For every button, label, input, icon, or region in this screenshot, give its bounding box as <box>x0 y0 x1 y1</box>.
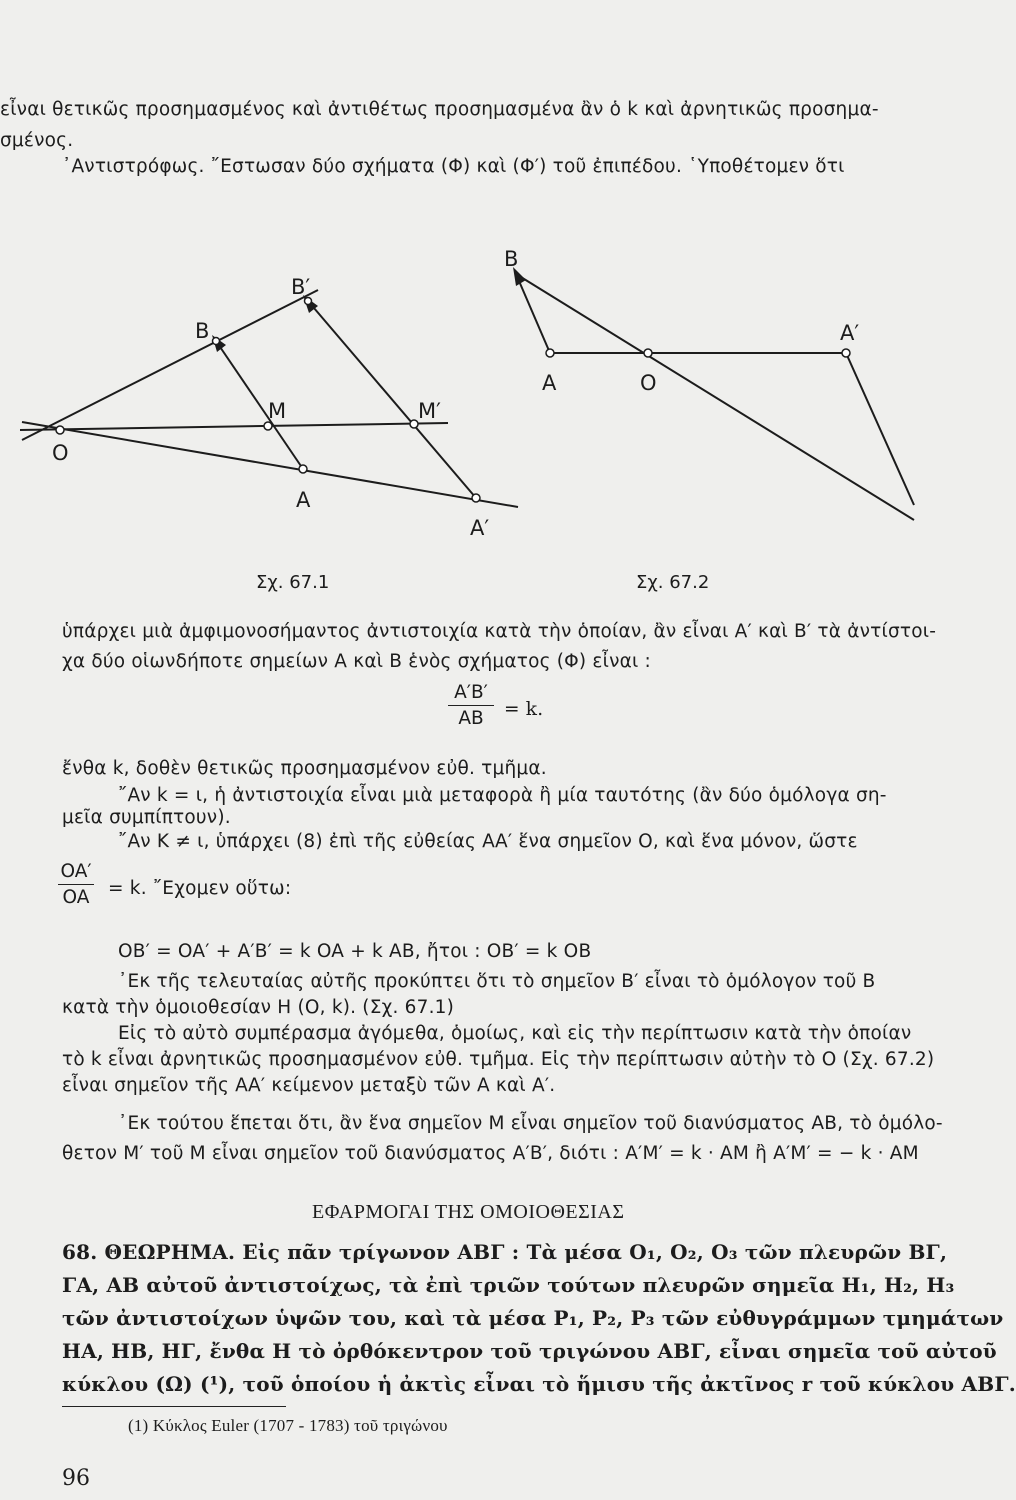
point-o <box>56 426 64 434</box>
text-line: σμένος. <box>0 130 74 151</box>
fraction-numerator: A′B′ <box>454 682 488 703</box>
label-a2: A′ <box>840 321 860 345</box>
segment-ba <box>516 274 550 353</box>
label-b2: B′ <box>291 275 311 299</box>
fraction-bar <box>448 705 494 706</box>
label-a: A <box>542 371 557 395</box>
text-line: χα δύο οἱωνδήποτε σημείων Α καὶ Β ἑνὸς σχήματος (Φ) εἶναι : <box>62 651 651 672</box>
section-title: ΕΦΑΡΜΟΓΑΙ ΤΗΣ ΟΜΟΙΟΘΕΣΙΑΣ <box>312 1201 625 1223</box>
text-line: ῎Αν Κ ≠ ι, ὑπάρχει (8) ἐπὶ τῆς εὐθείας ΑΑ′ ἕνα σημεῖον Ο, καὶ ἕνα μόνον, ὥστε <box>118 831 858 852</box>
page-number: 96 <box>62 1466 90 1491</box>
text-line: ᾽Εκ τῆς τελευταίας αὐτῆς προκύπτει ὅτι τὸ σημεῖον Β′ εἶναι τὸ ὁμόλογον τοῦ Β <box>118 971 876 992</box>
label-b: B <box>195 319 210 343</box>
text-line: εἶναι σημεῖον τῆς ΑΑ′ κείμενον μεταξὺ τῶν Α καὶ Α′. <box>62 1075 556 1096</box>
text-line: Εἰς τὸ αὐτὸ συμπέρασμα ἀγόμεθα, ὁμοίως, καὶ εἰς τὴν περίπτωσιν κατὰ τὴν ὁποίαν <box>118 1023 912 1044</box>
theorem-line: ΗΑ, ΗΒ, ΗΓ, ἔνθα Η τὸ ὀρθόκεντρον τοῦ τριγώνου ΑΒΓ, εἶναι σημεῖα τοῦ αὐτοῦ <box>62 1339 997 1363</box>
footnote-rule <box>62 1406 286 1407</box>
fraction-oa2-oa <box>58 861 94 908</box>
point-m <box>264 422 272 430</box>
text-line: ὑπάρχει μιὰ ἀμφιμονοσήμαντος ἀντιστοιχία κατὰ τὴν ὁποίαν, ἂν εἶναι Α′ καὶ Β′ τὰ ἀντίστοι- <box>62 621 937 642</box>
text-line: εἶναι θετικῶς προσημασμένος καὶ ἀντιθέτως προσημασμένα ἂν ὁ k καὶ ἀρνητικῶς προσημα- <box>0 99 879 120</box>
point-m2 <box>410 420 418 428</box>
ray-oa <box>22 422 518 507</box>
segment-ab <box>216 341 303 469</box>
theorem-line: ΓΑ, ΑΒ αὐτοῦ ἀντιστοίχως, τὰ ἐπὶ τριῶν τούτων πλευρῶν σημεῖα Η₁, Η₂, Η₃ <box>62 1273 955 1297</box>
text-line: ἔνθα k, δοθὲν θετικῶς προσημασμένον εὐθ. τμῆμα. <box>62 758 547 779</box>
theorem-line: κύκλου (Ω) (¹), τοῦ ὁποίου ἡ ἀκτὶς εἶναι τὸ ἥμισυ τῆς ἀκτῖνος r τοῦ κύκλου ΑΒΓ. <box>62 1372 1016 1396</box>
fraction-denominator: OA <box>62 887 90 908</box>
text-line: = k. ῎Εχομεν οὕτω: <box>108 878 292 899</box>
figure-caption: Σχ. 67.1 <box>256 572 330 593</box>
equation-rhs: = k. <box>504 699 544 720</box>
fraction-numerator: OA′ <box>60 861 92 882</box>
fraction-a2b2-ab <box>448 682 494 729</box>
point-b <box>213 338 220 345</box>
fraction-bar <box>58 884 94 885</box>
label-o: O <box>640 371 657 395</box>
fraction-denominator: AB <box>458 708 484 729</box>
theorem-line: τῶν ἀντιστοίχων ὑψῶν του, καὶ τὰ μέσα Ρ₁, Ρ₂, Ρ₃ τῶν εὐθυγράμμων τμημάτων <box>62 1306 1004 1330</box>
text-line: ᾽Εκ τούτου ἕπεται ὅτι, ἂν ἕνα σημεῖον Μ εἶναι σημεῖον τοῦ διανύσματος AB, τὸ ὁμόλο- <box>118 1113 943 1134</box>
figure-caption: Σχ. 67.2 <box>636 572 710 593</box>
text-line: ῎Αν k = ι, ἡ ἀντιστοιχία εἶναι μιὰ μεταφορὰ ἢ μία ταυτότης (ἂν δύο ὁμόλογα ση- <box>118 785 887 806</box>
point-a2 <box>842 349 850 357</box>
text-line: τὸ k εἶναι ἀρνητικῶς προσημασμένον εὐθ. τμῆμα. Εἰς τὴν περίπτωσιν αὐτὴν τὸ Ο (Σχ. 67.2) <box>62 1049 935 1070</box>
label-m: M <box>268 399 287 423</box>
label-b: B <box>504 247 519 271</box>
line-om <box>20 423 448 430</box>
vector-equation: OB′ = OA′ + A′B′ = k OA + k AB, ἤτοι : OB′ = k OB <box>118 941 592 962</box>
text-line: μεῖα συμπίπτουν). <box>62 807 231 828</box>
point-a <box>299 465 307 473</box>
theorem-line: 68. ΘΕΩΡΗΜΑ. Εἰς πᾶν τρίγωνον ΑΒΓ : Τὰ μέσα Ο₁, Ο₂, Ο₃ τῶν πλευρῶν ΒΓ, <box>62 1240 948 1264</box>
text-line: ᾽Αντιστρόφως. ῎Εστωσαν δύο σχήματα (Φ) καὶ (Φ′) τοῦ ἐπιπέδου. ῾Υποθέτομεν ὅτι <box>62 156 845 177</box>
label-o: O <box>52 441 69 465</box>
text-line: κατὰ τὴν ὁμοιοθεσίαν Η (Ο, k). (Σχ. 67.1) <box>62 997 455 1018</box>
segment-a2-down <box>846 353 914 505</box>
label-a: A <box>296 488 311 512</box>
label-m2: M′ <box>418 399 441 423</box>
figure-67-2 <box>500 240 914 540</box>
text-line: θετον Μ′ τοῦ Μ εἶναι σημεῖον τοῦ διανύσματος Α′Β′, διότι : A′M′ = k · AM ἢ A′M′ = − k · AM <box>62 1143 919 1164</box>
label-a2: A′ <box>470 516 490 540</box>
figure-67-1 <box>0 250 540 550</box>
footnote: (1) Κύκλος Euler (1707 - 1783) τοῦ τριγώνου <box>128 1416 448 1435</box>
segment-a2b2 <box>308 301 476 498</box>
point-a <box>546 349 554 357</box>
point-a2 <box>472 494 480 502</box>
point-o <box>644 349 652 357</box>
segment-bo-ext <box>516 274 914 520</box>
